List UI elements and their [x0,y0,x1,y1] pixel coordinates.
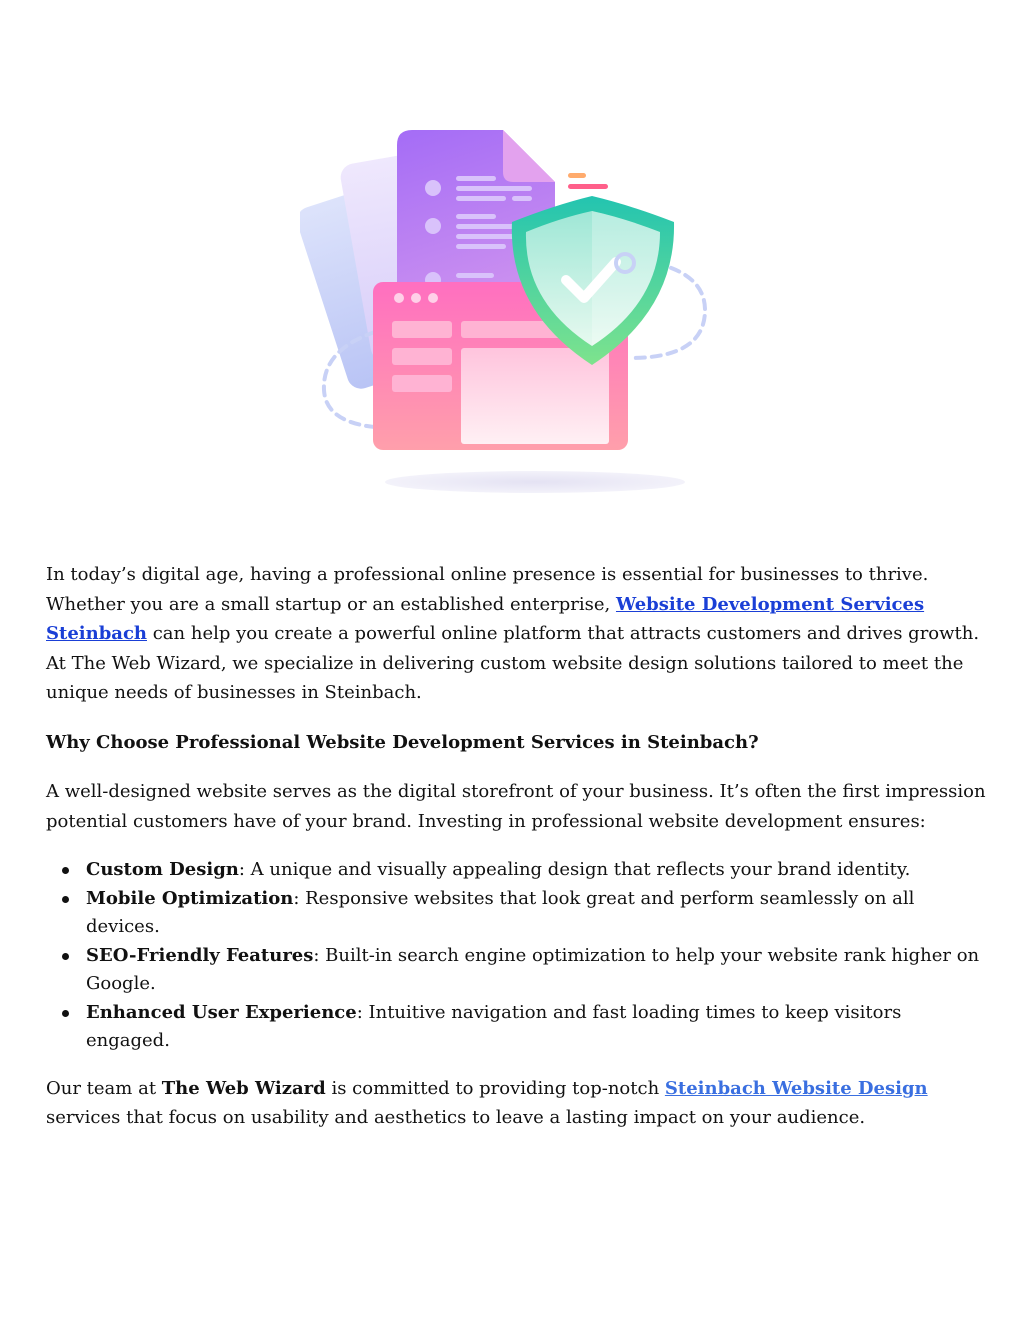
steinbach-website-design-link[interactable]: Steinbach Website Design [664,1077,928,1099]
benefit-title: Enhanced User Experience [86,1001,357,1023]
intro-paragraph [46,560,986,708]
closing-text-before: Our team at [46,1077,162,1099]
list-item [86,942,986,999]
website-development-services-link[interactable]: Website Development Services Steinbach [46,593,925,644]
benefit-description: : A unique and visually appealing design that reflects your brand identity. [238,859,911,880]
list-item [86,999,986,1056]
section-paragraph: A well-designed website serves as the digital storefront of your business. It’s often the first impression potential customers have of your brand. Investing in professional website development ensures: [46,781,986,832]
article-body [46,560,986,1153]
closing-text-middle: is committed to providing top-notch [325,1077,665,1099]
list-item [86,885,986,942]
closing-text-after: services that focus on usability and aesthetics to leave a lasting impact on your audience. [46,1107,866,1128]
intro-text-after: can help you create a powerful online platform that attracts customers and drives growth. At The Web Wizard, we specialize in delivering custom website design solutions tailored to meet the unique needs of businesses in Steinbach. [46,623,980,703]
benefit-title: Mobile Optimization [86,887,294,909]
section-heading: Why Choose Professional Website Development Services in Steinbach? [46,731,759,753]
benefit-description: : Built-in search engine optimization to help your website rank higher on Google. [86,944,980,994]
company-name: The Web Wizard [161,1077,326,1099]
benefit-description: : Intuitive navigation and fast loading times to keep visitors engaged. [86,1001,902,1051]
benefit-title: Custom Design [86,859,239,880]
intro-text-before: In today’s digital age, having a professional online presence is essential for businesses to thrive. Whether you are a small startup or an established enterprise, [46,564,929,615]
benefits-list [46,856,986,1056]
list-item [86,856,986,885]
benefit-description: : Responsive websites that look great and perform seamlessly on all devices. [86,887,915,937]
web-security-illustration-icon [300,110,720,510]
hero-illustration [300,110,720,510]
closing-paragraph [46,1074,986,1133]
benefit-title: SEO-Friendly Features [86,944,314,966]
